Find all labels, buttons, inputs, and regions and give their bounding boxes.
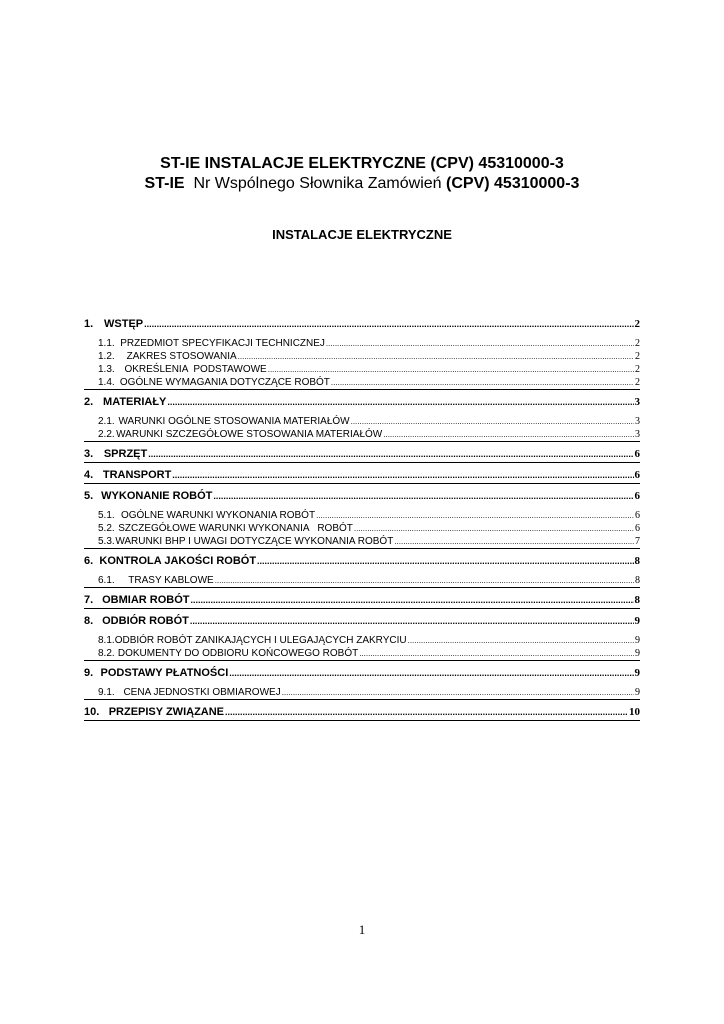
toc-title: ODBIÓR ROBÓT ZANIKAJĄCYCH I ULEGAJĄCYCH ZAKRYCIU [114, 635, 407, 646]
toc-entry-2-1[interactable] [84, 415, 640, 428]
toc-number: 4. [84, 469, 94, 481]
toc-title: TRANSPORT [102, 469, 172, 481]
document-title: ST-IE INSTALACJE ELEKTRYCZNE (CPV) 45310000-3 [160, 155, 564, 172]
toc-number: 6.1. [98, 575, 115, 586]
toc-number: 1.1. [98, 338, 115, 349]
toc-page: 6 [635, 523, 640, 534]
toc-number: 5.3. [98, 536, 115, 547]
subtitle-code: ST-IE [144, 175, 185, 192]
toc-leader-dots [359, 647, 634, 660]
toc-leader-dots [148, 446, 633, 462]
toc-entry-8-2[interactable] [84, 647, 640, 660]
toc-page: 10 [629, 706, 640, 718]
toc-title: OGÓLNE WYMAGANIA DOTYCZĄCE ROBÓT [119, 377, 330, 388]
subtitle-text: Nr Wspólnego Słownika Zamówień [193, 175, 442, 192]
toc-title: OKREŚLENIA PODSTAWOWE [124, 364, 267, 375]
section-heading: INSTALACJE ELEKTRYCZNE [272, 227, 452, 242]
toc-page: 9 [634, 667, 640, 679]
toc-page: 8 [634, 555, 640, 567]
toc-page: 6 [634, 469, 640, 481]
toc-title: ODBIÓR ROBÓT [102, 615, 189, 627]
toc-leader-dots [257, 553, 633, 569]
toc-number: 5. [84, 490, 94, 502]
toc-entry-4[interactable] [84, 467, 640, 483]
toc-leader-dots [316, 509, 634, 522]
toc-leader-dots [213, 488, 633, 504]
toc-number: 7. [84, 594, 94, 606]
toc-leader-dots [394, 535, 634, 548]
toc-page: 7 [635, 536, 640, 547]
toc-number: 9.1. [98, 687, 115, 698]
toc-entry-9-1[interactable] [84, 686, 640, 699]
toc-page: 2 [635, 364, 640, 375]
toc-title: CENA JEDNOSTKI OBMIAROWEJ [123, 687, 281, 698]
toc-entry-5-2[interactable] [84, 522, 640, 535]
toc-title: OBMIAR ROBÓT [102, 594, 190, 606]
toc-page: 6 [635, 510, 640, 521]
toc-page: 2 [634, 318, 640, 330]
toc-title: PODSTAWY PŁATNOŚCI [100, 667, 229, 679]
toc-number: 1.3. [98, 364, 115, 375]
toc-leader-dots [225, 704, 628, 720]
toc-leader-dots [215, 574, 634, 587]
toc-leader-dots [331, 376, 634, 389]
toc-leader-dots [229, 665, 633, 681]
toc-page: 9 [635, 648, 640, 659]
toc-entry-6[interactable] [84, 553, 640, 569]
toc-page: 2 [635, 351, 640, 362]
toc-leader-dots [268, 363, 634, 376]
toc-page: 3 [634, 396, 640, 408]
toc-number: 2.2. [98, 429, 115, 440]
toc-leader-dots [351, 415, 634, 428]
toc-title: WSTĘP [104, 318, 144, 330]
toc-title: ZAKRES STOSOWANIA [126, 351, 237, 362]
toc-number: 3. [84, 448, 94, 460]
toc-entry-6-1[interactable] [84, 574, 640, 587]
toc-entry-5-1[interactable] [84, 509, 640, 522]
toc-page: 6 [634, 448, 640, 460]
toc-title: WARUNKI OGÓLNE STOSOWANIA MATERIAŁÓW [118, 416, 350, 427]
toc-title: DOKUMENTY DO ODBIORU KOŃCOWEGO ROBÓT [117, 648, 359, 659]
toc-leader-dots [326, 337, 634, 350]
subtitle-cpv: (CPV) 45310000-3 [446, 175, 580, 192]
document-subtitle [0, 174, 724, 194]
toc-entry-2-2[interactable] [84, 428, 640, 441]
toc-entry-5[interactable] [84, 488, 640, 504]
toc-number: 10. [84, 706, 100, 718]
toc-leader-dots [144, 316, 633, 332]
toc-leader-dots [172, 467, 633, 483]
toc-page: 9 [634, 615, 640, 627]
toc-number: 1.4. [98, 377, 115, 388]
toc-page: 9 [635, 635, 640, 646]
toc-number: 8. [84, 615, 94, 627]
toc-number: 6. [84, 555, 94, 567]
toc-title: WARUNKI BHP I UWAGI DOTYCZĄCE WYKONANIA ROBÓT [115, 536, 394, 547]
toc-number: 2. [84, 396, 94, 408]
toc-title: TRASY KABLOWE [128, 575, 214, 586]
toc-title: PRZEPISY ZWIĄZANE [108, 706, 225, 718]
page-number: 1 [358, 922, 366, 937]
toc-entry-1[interactable] [84, 316, 640, 332]
toc-title: WARUNKI SZCZEGÓŁOWE STOSOWANIA MATERIAŁÓW [116, 429, 383, 440]
toc-entry-1-1[interactable] [84, 337, 640, 350]
toc-divider [84, 720, 640, 721]
toc-entry-8-1[interactable] [84, 634, 640, 647]
toc-title: WYKONANIE ROBÓT [101, 490, 213, 502]
toc-page: 2 [635, 338, 640, 349]
toc-page: 2 [635, 377, 640, 388]
toc-leader-dots [191, 592, 634, 608]
toc-number: 8.1. [98, 635, 115, 646]
toc-entry-1-4[interactable] [84, 376, 640, 389]
toc-entry-7[interactable] [84, 592, 640, 608]
toc-page: 8 [635, 575, 640, 586]
toc-entry-2[interactable] [84, 394, 640, 410]
toc-leader-dots [408, 634, 634, 647]
toc-entry-3[interactable] [84, 446, 640, 462]
toc-number: 1. [84, 318, 94, 330]
toc-entry-5-3[interactable] [84, 535, 640, 548]
toc-page: 6 [634, 490, 640, 502]
toc-title: SPRZĘT [103, 448, 148, 460]
toc-entry-9[interactable] [84, 665, 640, 681]
toc-title: PRZEDMIOT SPECYFIKACJI TECHNICZNEJ [120, 338, 325, 349]
toc-entry-10[interactable] [84, 704, 640, 720]
toc-page: 3 [635, 429, 640, 440]
toc-leader-dots [238, 350, 634, 363]
toc-page: 3 [635, 416, 640, 427]
toc-leader-dots [167, 394, 633, 410]
toc-page: 9 [635, 687, 640, 698]
toc-title: SZCZEGÓŁOWE WARUNKI WYKONANIA ROBÓT [118, 523, 353, 534]
toc-number: 1.2. [98, 351, 115, 362]
toc-entry-1-3[interactable] [84, 363, 640, 376]
toc-number: 2.1. [98, 416, 115, 427]
toc-number: 5.1. [98, 510, 115, 521]
toc-entry-1-2[interactable] [84, 350, 640, 363]
toc-leader-dots [383, 428, 634, 441]
toc-number: 8.2. [98, 648, 115, 659]
toc-number: 5.2. [98, 523, 115, 534]
toc-number: 9. [84, 667, 94, 679]
toc-leader-dots [190, 613, 634, 629]
toc-title: MATERIAŁY [103, 396, 167, 408]
toc-entry-8[interactable] [84, 613, 640, 629]
toc-leader-dots [354, 522, 634, 535]
toc-page: 8 [634, 594, 640, 606]
toc-title: KONTROLA JAKOŚCI ROBÓT [99, 555, 257, 567]
table-of-contents [84, 316, 640, 721]
toc-leader-dots [282, 686, 634, 699]
toc-title: OGÓLNE WARUNKI WYKONANIA ROBÓT [120, 510, 316, 521]
